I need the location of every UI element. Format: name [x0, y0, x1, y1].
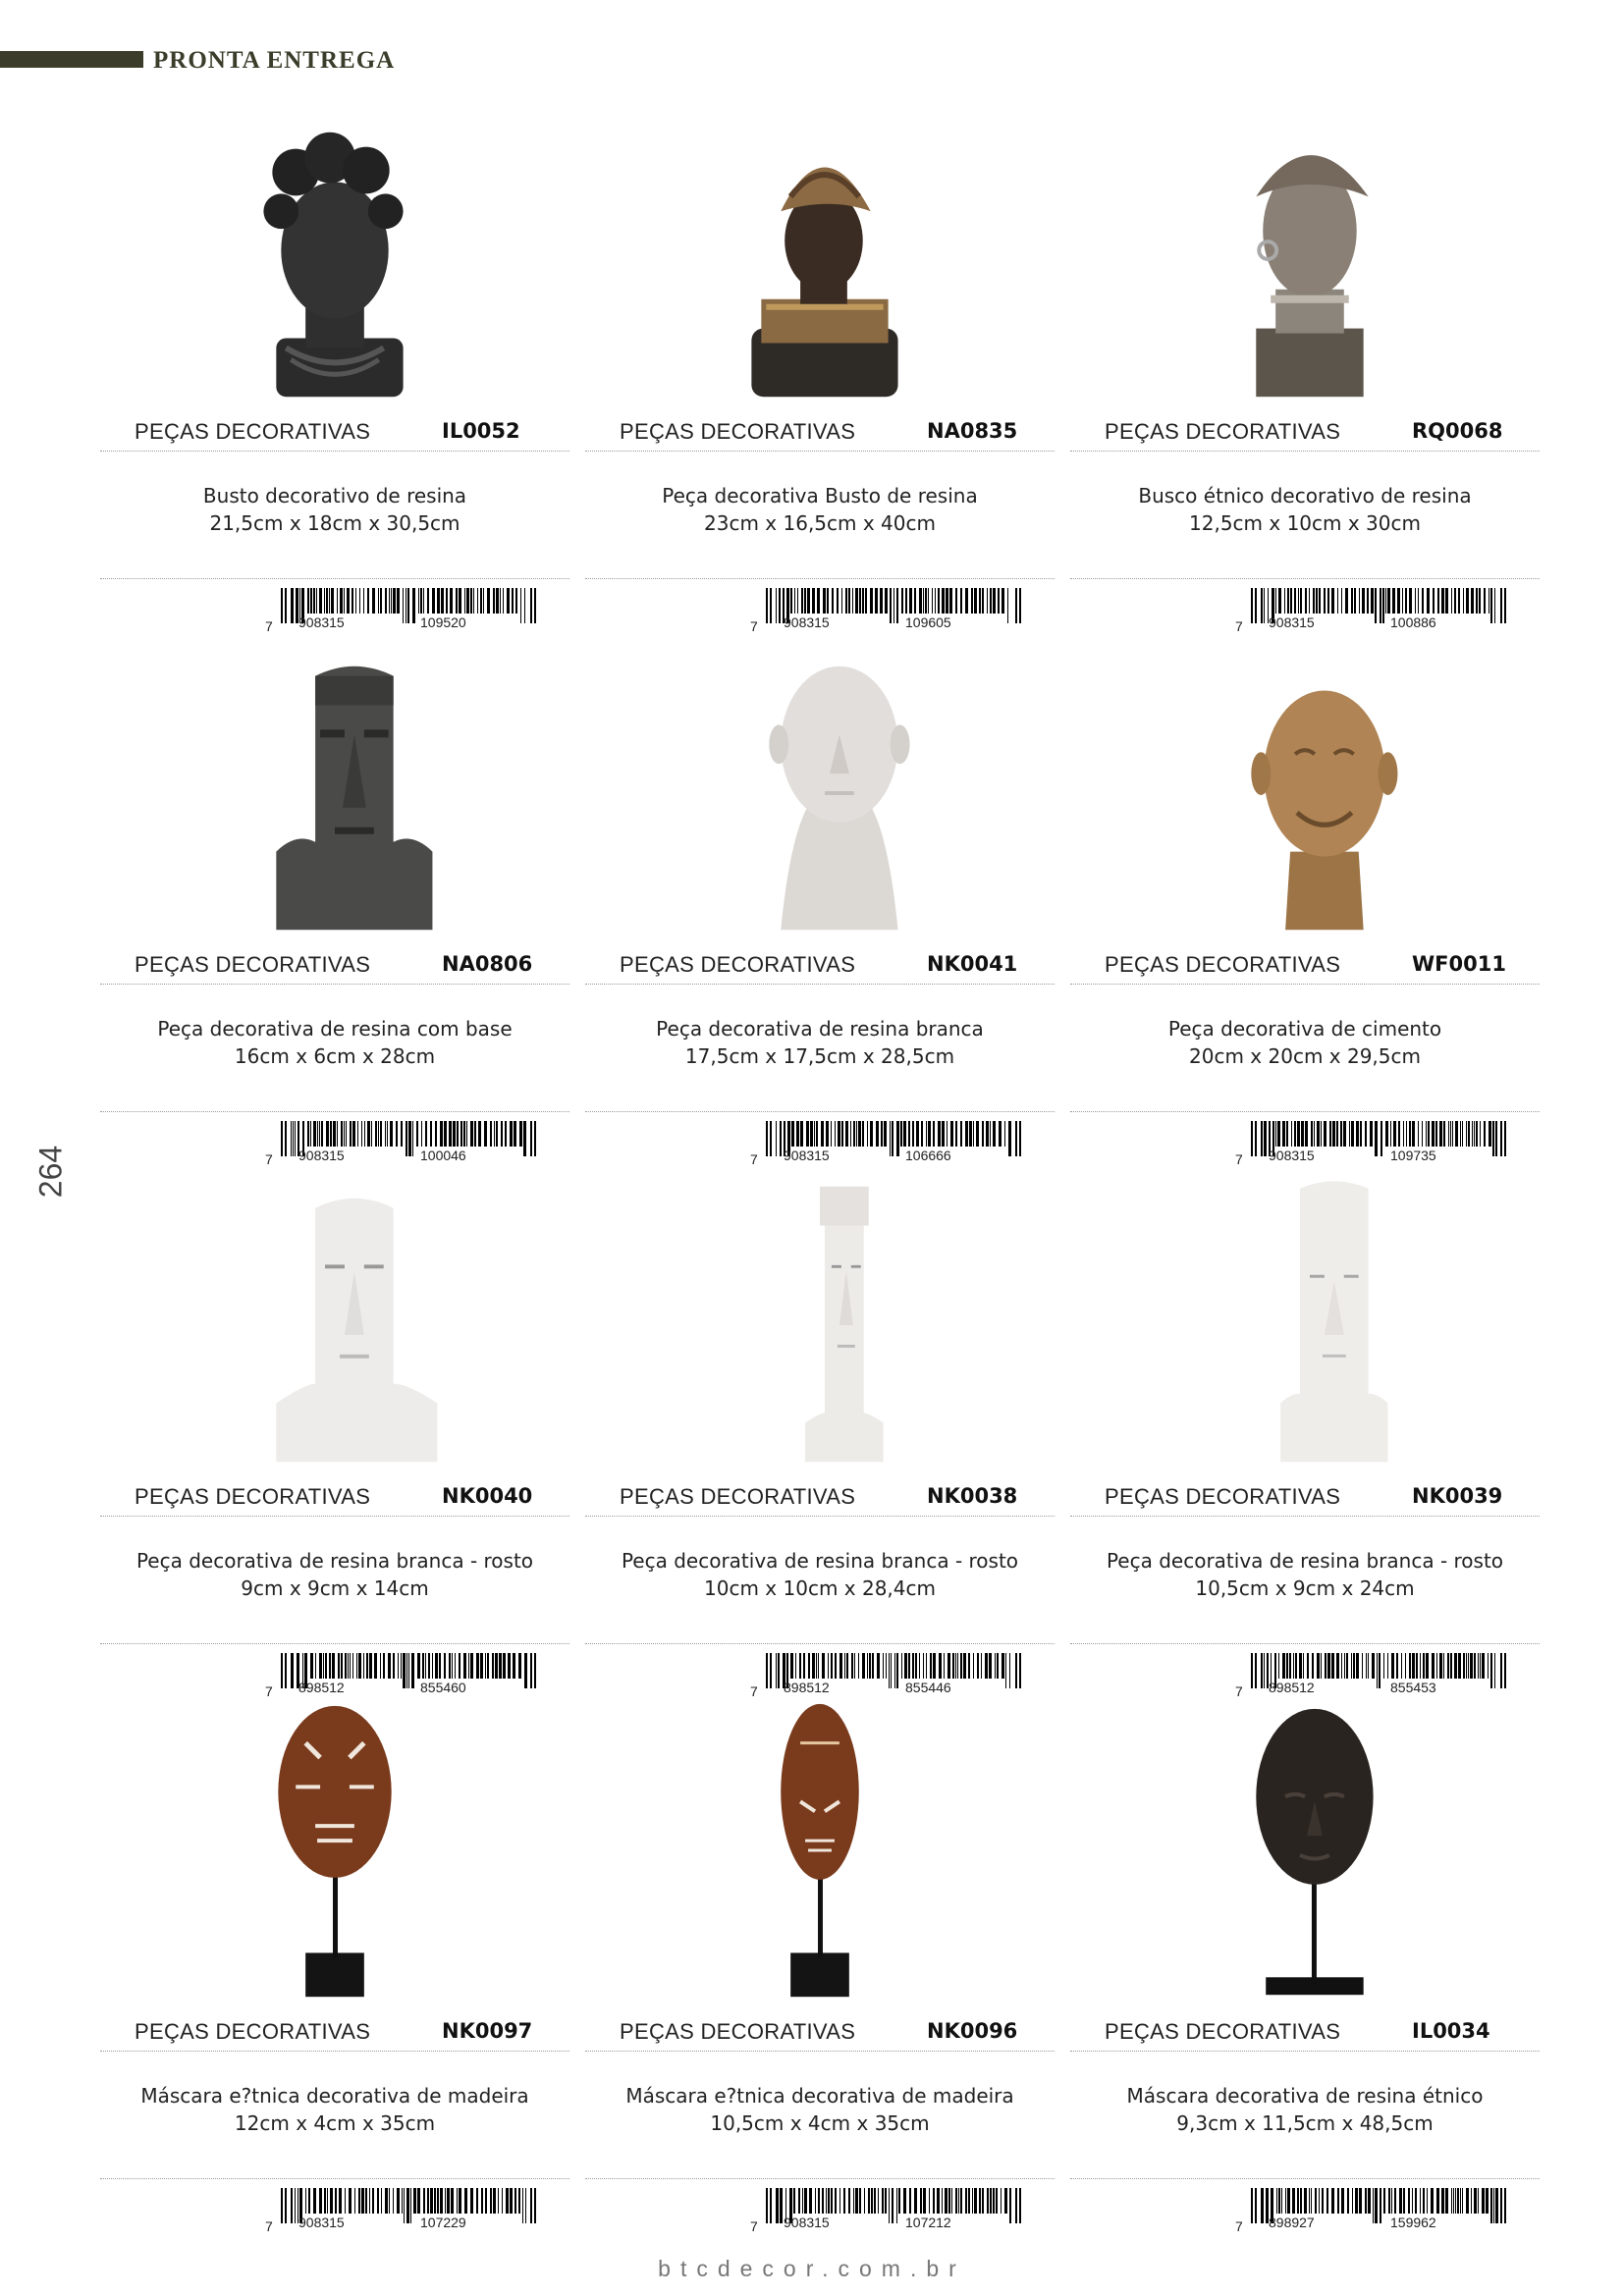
product-card[interactable] — [1070, 103, 1540, 633]
product-description-block — [100, 1547, 569, 1602]
product-description: Peça decorativa de resina branca — [656, 1017, 984, 1041]
product-label-row — [585, 415, 1055, 452]
product-barcode — [265, 1653, 540, 1698]
product-dimensions: 20cm x 20cm x 29,5cm — [1189, 1044, 1421, 1068]
svg-text:7: 7 — [750, 1151, 758, 1166]
product-barcode — [1235, 588, 1510, 633]
product-category: PEÇAS DECORATIVAS — [135, 952, 371, 977]
divider — [585, 578, 1055, 579]
wooden-mask-stand-icon — [159, 1703, 511, 2007]
product-dimensions: 21,5cm x 18cm x 30,5cm — [209, 511, 460, 535]
page-number: 264 — [32, 1145, 69, 1199]
product-card[interactable] — [585, 1703, 1055, 2233]
divider — [1070, 1111, 1540, 1112]
product-category: PEÇAS DECORATIVAS — [620, 1484, 856, 1509]
white-head-sculpture-icon — [644, 636, 996, 940]
divider — [1070, 2178, 1540, 2179]
ethnic-head-bust-icon — [1129, 103, 1481, 407]
product-barcode — [750, 2188, 1025, 2233]
product-dimensions: 23cm x 16,5cm x 40cm — [704, 511, 936, 535]
svg-text:7: 7 — [1235, 1151, 1243, 1166]
product-barcode — [265, 2188, 540, 2233]
product-description-block — [100, 2082, 569, 2137]
product-card[interactable] — [100, 103, 569, 633]
product-label-row — [1070, 415, 1540, 452]
dark-resin-mask-stand-icon — [1129, 1703, 1481, 2007]
product-barcode — [1235, 2188, 1510, 2233]
divider — [1070, 578, 1540, 579]
product-label-row — [1070, 1480, 1540, 1517]
smiling-cement-head-icon — [1129, 636, 1481, 940]
product-label-row — [585, 1480, 1055, 1517]
divider — [100, 2178, 569, 2179]
product-barcode — [1235, 1121, 1510, 1166]
product-description-block — [585, 1015, 1055, 1070]
product-category: PEÇAS DECORATIVAS — [1105, 2019, 1341, 2044]
svg-text:109520: 109520 — [420, 614, 466, 630]
product-card[interactable] — [1070, 1703, 1540, 2233]
svg-text:7: 7 — [1235, 2218, 1243, 2233]
tall-white-face-icon — [644, 1168, 996, 1472]
product-card[interactable] — [1070, 636, 1540, 1166]
svg-text:898512: 898512 — [784, 1680, 830, 1695]
product-description: Peça decorativa de resina branca - rosto — [135, 1549, 534, 1573]
svg-text:908315: 908315 — [784, 2215, 830, 2230]
product-card[interactable] — [100, 636, 569, 1166]
svg-text:107229: 107229 — [420, 2215, 466, 2230]
product-description-block — [100, 1015, 569, 1070]
product-code: NK0039 — [1412, 1484, 1503, 1508]
product-description-block — [100, 482, 569, 537]
product-description: Peça decorativa de resina branca - rosto — [621, 1549, 1019, 1573]
product-barcode — [750, 1653, 1025, 1698]
product-label-row — [100, 948, 569, 985]
product-card[interactable] — [585, 103, 1055, 633]
svg-text:7: 7 — [1235, 1683, 1243, 1698]
product-code: NK0040 — [442, 1484, 533, 1508]
svg-text:855446: 855446 — [905, 1680, 951, 1695]
svg-text:898512: 898512 — [1269, 1680, 1315, 1695]
product-code: NA0806 — [442, 952, 533, 976]
product-label-row — [585, 948, 1055, 985]
svg-text:106666: 106666 — [905, 1148, 951, 1163]
svg-text:7: 7 — [265, 618, 273, 633]
african-woman-bust-icon — [159, 103, 511, 407]
white-face-bust-icon — [159, 1168, 511, 1472]
product-barcode — [1235, 1653, 1510, 1698]
svg-text:855460: 855460 — [420, 1680, 466, 1695]
divider — [100, 1643, 569, 1644]
product-dimensions: 10,5cm x 9cm x 24cm — [1195, 1576, 1415, 1600]
footer-site: btcdecor.com.br — [658, 2256, 966, 2281]
product-description: Máscara e?tnica decorativa de madeira — [140, 2084, 529, 2108]
product-label-row — [585, 2015, 1055, 2052]
svg-text:7: 7 — [750, 1683, 758, 1698]
product-code: RQ0068 — [1412, 419, 1503, 443]
product-code: WF0011 — [1412, 952, 1506, 976]
svg-text:7: 7 — [750, 618, 758, 633]
product-label-row — [1070, 948, 1540, 985]
white-moai-icon — [1129, 1168, 1481, 1472]
product-code: NA0835 — [927, 419, 1018, 443]
product-code: IL0034 — [1412, 2019, 1490, 2043]
product-description-block — [1070, 2082, 1540, 2137]
product-category: PEÇAS DECORATIVAS — [135, 2019, 371, 2044]
svg-text:898512: 898512 — [298, 1680, 345, 1695]
divider — [100, 1111, 569, 1112]
svg-text:7: 7 — [750, 2218, 758, 2233]
divider — [100, 578, 569, 579]
long-wooden-mask-stand-icon — [644, 1703, 996, 2007]
product-label-row — [100, 1480, 569, 1517]
svg-text:908315: 908315 — [784, 1148, 830, 1163]
header-title: PRONTA ENTREGA — [153, 47, 396, 74]
product-description: Peça decorativa Busto de resina — [662, 484, 978, 507]
product-category: PEÇAS DECORATIVAS — [135, 1484, 371, 1509]
header-accent-bar — [0, 51, 143, 68]
product-barcode — [265, 1121, 540, 1166]
svg-text:908315: 908315 — [784, 614, 830, 630]
product-card[interactable] — [585, 636, 1055, 1166]
product-dimensions: 16cm x 6cm x 28cm — [234, 1044, 436, 1068]
product-code: NK0041 — [927, 952, 1018, 976]
product-dimensions: 9cm x 9cm x 14cm — [241, 1576, 429, 1600]
product-label-row — [100, 2015, 569, 2052]
product-dimensions: 10,5cm x 4cm x 35cm — [710, 2111, 930, 2135]
product-code: NK0097 — [442, 2019, 533, 2043]
svg-text:107212: 107212 — [905, 2215, 951, 2230]
svg-text:898927: 898927 — [1269, 2215, 1315, 2230]
product-code: NK0096 — [927, 2019, 1018, 2043]
product-description: Peça decorativa de resina com base — [157, 1017, 513, 1041]
product-code: NK0038 — [927, 1484, 1018, 1508]
divider — [585, 1111, 1055, 1112]
product-category: PEÇAS DECORATIVAS — [1105, 419, 1341, 444]
product-category: PEÇAS DECORATIVAS — [1105, 1484, 1341, 1509]
product-barcode — [265, 588, 540, 633]
svg-text:7: 7 — [1235, 618, 1243, 633]
svg-text:908315: 908315 — [1269, 614, 1315, 630]
divider — [585, 2178, 1055, 2179]
product-description: Peça decorativa de resina branca - rosto — [1106, 1549, 1504, 1573]
svg-text:908315: 908315 — [298, 614, 345, 630]
product-dimensions: 12,5cm x 10cm x 30cm — [1189, 511, 1421, 535]
svg-text:908315: 908315 — [1269, 1148, 1315, 1163]
product-card[interactable] — [100, 1168, 569, 1698]
svg-text:109605: 109605 — [905, 614, 951, 630]
product-category: PEÇAS DECORATIVAS — [135, 419, 371, 444]
product-code: IL0052 — [442, 419, 520, 443]
svg-text:855453: 855453 — [1390, 1680, 1436, 1695]
product-description-block — [585, 482, 1055, 537]
product-category: PEÇAS DECORATIVAS — [1105, 952, 1341, 977]
product-barcode — [750, 588, 1025, 633]
svg-text:7: 7 — [265, 1683, 273, 1698]
product-description-block — [1070, 1547, 1540, 1602]
product-label-row — [1070, 2015, 1540, 2052]
product-card[interactable] — [100, 1703, 569, 2233]
product-description: Busco étnico decorativo de resina — [1138, 484, 1472, 507]
svg-text:100046: 100046 — [420, 1148, 466, 1163]
product-description-block — [585, 2082, 1055, 2137]
svg-text:159962: 159962 — [1390, 2215, 1436, 2230]
product-dimensions: 17,5cm x 17,5cm x 28,5cm — [684, 1044, 955, 1068]
product-description: Máscara decorativa de resina étnico — [1126, 2084, 1484, 2108]
product-card[interactable] — [585, 1168, 1055, 1698]
svg-text:100886: 100886 — [1390, 614, 1436, 630]
product-dimensions: 9,3cm x 11,5cm x 48,5cm — [1176, 2111, 1434, 2135]
svg-text:908315: 908315 — [298, 1148, 345, 1163]
product-description-block — [585, 1547, 1055, 1602]
product-barcode — [750, 1121, 1025, 1166]
divider — [585, 1643, 1055, 1644]
product-description: Peça decorativa de cimento — [1167, 1017, 1442, 1041]
product-category: PEÇAS DECORATIVAS — [620, 2019, 856, 2044]
divider — [1070, 1643, 1540, 1644]
product-category: PEÇAS DECORATIVAS — [620, 952, 856, 977]
product-dimensions: 12cm x 4cm x 35cm — [234, 2111, 436, 2135]
product-dimensions: 10cm x 10cm x 28,4cm — [704, 1576, 936, 1600]
svg-text:908315: 908315 — [298, 2215, 345, 2230]
product-label-row — [100, 415, 569, 452]
product-description-block — [1070, 482, 1540, 537]
svg-text:7: 7 — [265, 1151, 273, 1166]
product-description: Máscara e?tnica decorativa de madeira — [625, 2084, 1014, 2108]
moai-gray-icon — [159, 636, 511, 940]
product-description-block — [1070, 1015, 1540, 1070]
product-category: PEÇAS DECORATIVAS — [620, 419, 856, 444]
product-description: Busto decorativo de resina — [202, 484, 467, 507]
turban-woman-bust-icon — [644, 103, 996, 407]
svg-text:7: 7 — [265, 2218, 273, 2233]
svg-text:109735: 109735 — [1390, 1148, 1436, 1163]
product-card[interactable] — [1070, 1168, 1540, 1698]
